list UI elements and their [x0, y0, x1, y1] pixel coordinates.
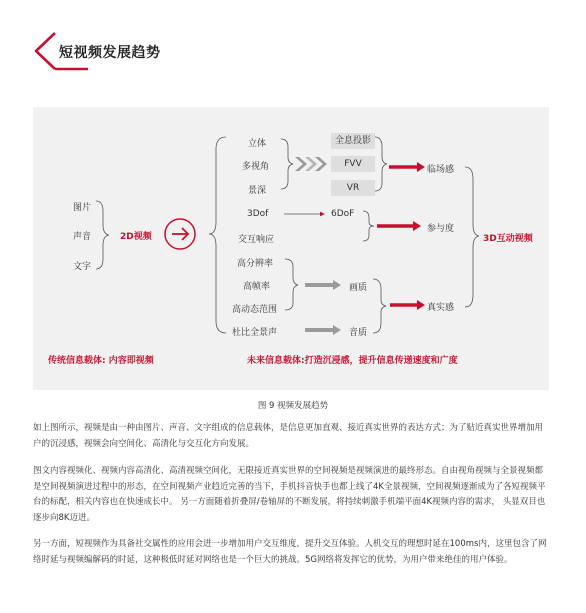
fvv-box: FVV — [331, 156, 375, 172]
depth-label: 景深 — [248, 186, 267, 196]
6dof-label: 6DoF — [331, 209, 355, 219]
paragraph-1: 如上图所示，视频是由一种由图片、声音、文字组成的信息载体，是信息更加直观、接近真实世界的表达方式；为了贴近真实世界增加用户的沉浸感，视频会向空间化、高清化与交互化方向发展。 — [33, 423, 544, 449]
section-header — [33, 30, 233, 74]
section-title: 短视频发展趋势 — [59, 45, 161, 61]
realism-label: 真实感 — [427, 303, 455, 313]
dolby-surround-label: 杜比全景声 — [232, 328, 278, 338]
picture-quality-label: 画质 — [349, 283, 368, 293]
input-text-label: 文字 — [73, 262, 92, 272]
center-2d-video-label: 2D视频 — [120, 232, 152, 242]
input-image-label: 图片 — [73, 203, 92, 213]
presence-label: 临场感 — [427, 165, 455, 175]
high-framerate-label: 高帧率 — [243, 282, 271, 292]
interaction-label: 交互响应 — [238, 235, 275, 245]
video-trend-diagram — [33, 107, 549, 390]
input-sound-label: 声音 — [73, 232, 92, 242]
participation-label: 参与度 — [427, 224, 455, 234]
holographic-box: 全息投影 — [331, 133, 375, 149]
multi-view-label: 多视角 — [242, 162, 270, 172]
vr-box: VR — [331, 180, 375, 196]
traditional-carrier-label: 传统信息载体: 内容即视频 — [48, 356, 154, 366]
future-carrier-label: 未来信息载体:打造沉浸感，提升信息传递速度和广度 — [247, 356, 458, 366]
sound-quality-label: 音质 — [349, 328, 368, 338]
3dof-label: 3Dof — [247, 209, 269, 219]
3d-interactive-video-label: 3D互动视频 — [483, 234, 533, 244]
hdr-label: 高动态范围 — [232, 305, 278, 315]
chevron-right-icon — [295, 157, 307, 171]
diagram-connectors — [33, 107, 549, 390]
high-resolution-label: 高分辨率 — [237, 259, 274, 269]
stereo-label: 立体 — [248, 139, 267, 149]
paragraph-2: 图文内容视频化、视频内容高清化、高清视频空间化，无限接近真实世界的空间视频是视频演进的最终形态。自由视角视频与全景视频都是空间视频演进过程中的形态，在空间视频产业趋近完善的当下，手机抖音快手也都上线了4K全景视频，空间视频逐渐成为了各短视频平台的标配，相关内容也在快速成长中。 另一方面随着折叠屏/卷轴屏的不断发展，将持续刺激手机端平面4K视频内容的需求， 头显双目也逐步向8K迈进。 — [33, 466, 546, 523]
figure-caption: 图 9 视频发展趋势 — [257, 401, 329, 411]
paragraph-3: 另一方面，短视频作为具备社交属性的应用会进一步增加用户交互维度，提升交互体验。人机交互的理想时延在100ms内，这里包含了网络时延与视频编解码的时延，这种极低时延对网络也是一个巨大的挑战。5G网络将发挥它的优势，为用户带来绝佳的用户体验。 — [33, 539, 547, 565]
